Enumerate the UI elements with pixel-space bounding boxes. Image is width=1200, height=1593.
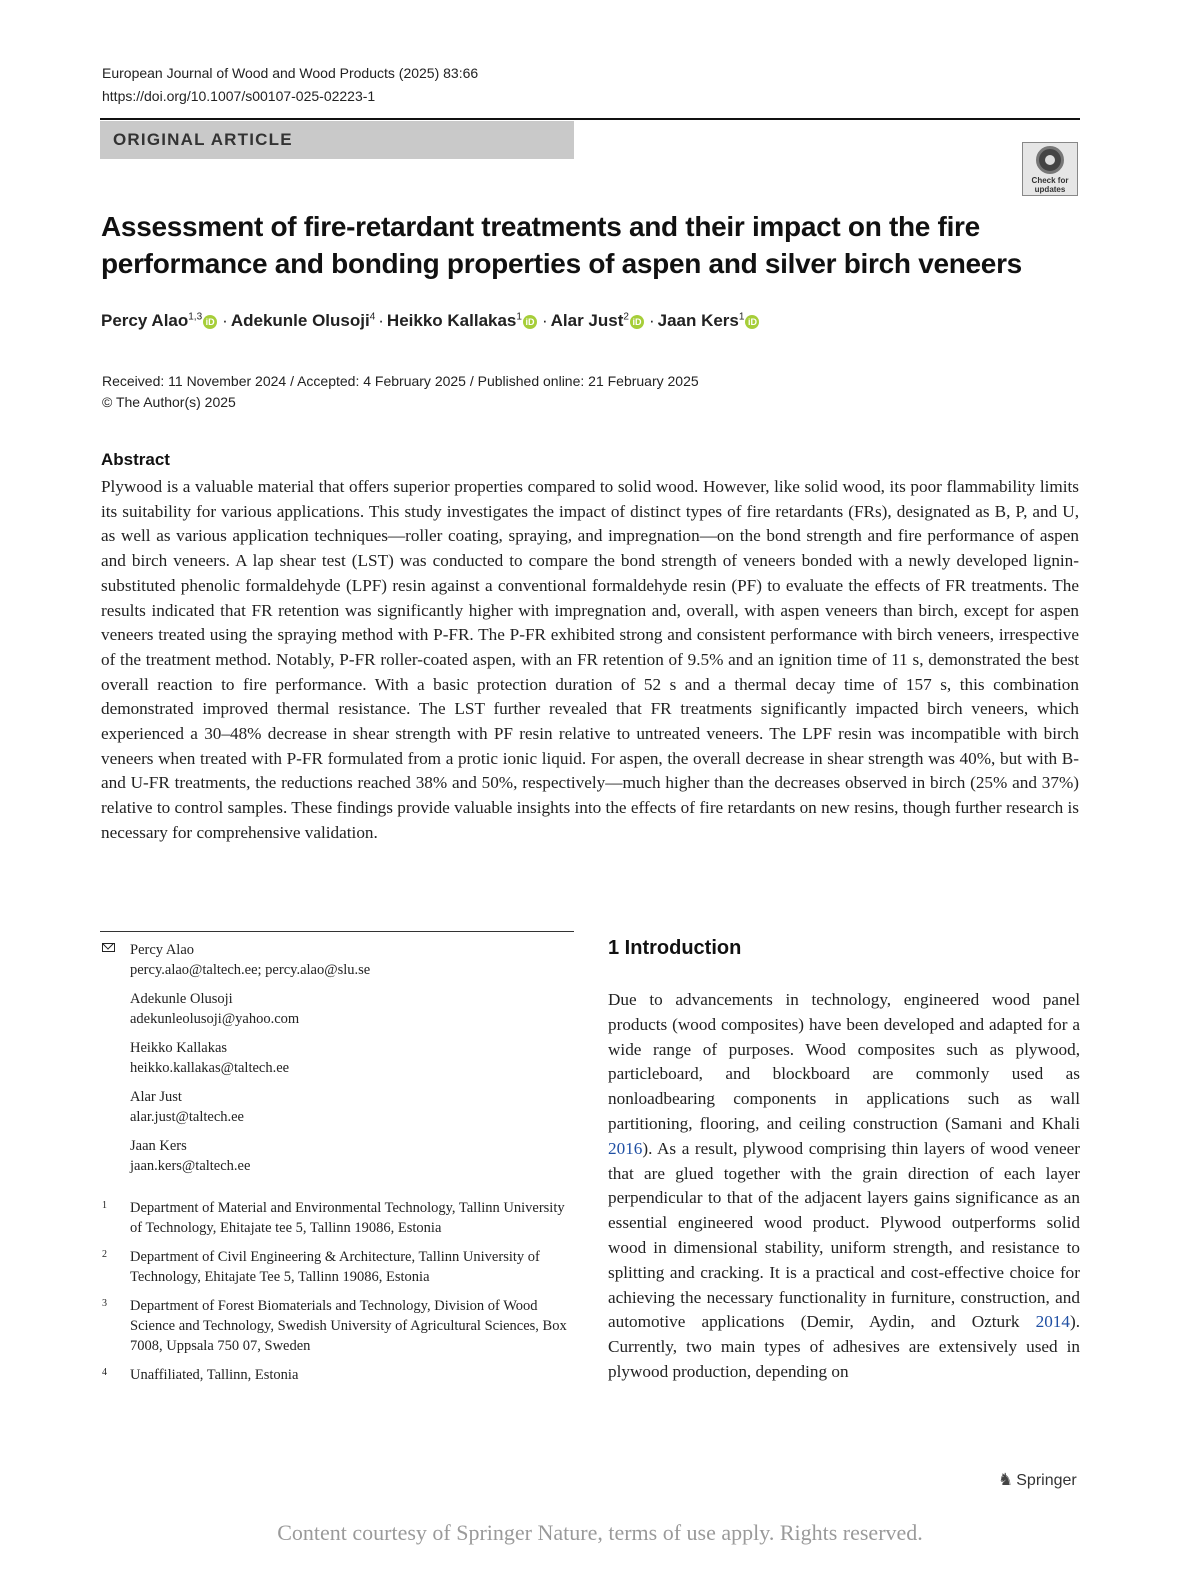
- affiliation-rule: [100, 931, 574, 932]
- affiliation-text: Department of Material and Environmental Technology, Tallinn University of Technology, Ehitajate tee 5, Tallinn 19086, Estonia: [130, 1200, 565, 1236]
- contact-name: Jaan Kers: [130, 1138, 187, 1154]
- article-type-label: ORIGINAL ARTICLE: [113, 130, 293, 149]
- orcid-icon[interactable]: iD: [745, 315, 759, 329]
- affiliation-number: 4: [102, 1367, 107, 1378]
- author-affiliation-marker: 1: [738, 311, 745, 323]
- author-affiliation-marker: 2: [623, 311, 629, 323]
- crossmark-icon[interactable]: [1022, 142, 1078, 196]
- journal-citation: European Journal of Wood and Wood Products (2025) 83:66: [102, 65, 479, 81]
- affiliation-text: Department of Civil Engineering & Architecture, Tallinn University of Technology, Ehitajate Tee 5, Tallinn 19086, Estonia: [130, 1249, 540, 1285]
- orcid-icon[interactable]: iD: [523, 315, 537, 329]
- author-name[interactable]: Heikko Kallakas: [386, 311, 517, 330]
- abstract-heading: Abstract: [101, 450, 170, 469]
- affiliation-number: 3: [102, 1298, 107, 1309]
- author-name[interactable]: Alar Just: [550, 311, 624, 330]
- contact-entry: [102, 989, 572, 1029]
- contact-entry: [102, 1136, 572, 1176]
- intro-text-part: ). Currently, two main types of adhesives are extensively used in plywood production, depending on: [608, 1312, 1080, 1381]
- crossmark-label: Check for updates: [1031, 176, 1069, 194]
- affiliation-number: 2: [102, 1249, 107, 1260]
- affiliation-list: [102, 1198, 572, 1394]
- publisher-logo: [998, 1470, 1077, 1490]
- footer-note: Content courtesy of Springer Nature, terms of use apply. Rights reserved.: [277, 1520, 923, 1545]
- citation-link[interactable]: 2016: [608, 1138, 643, 1158]
- contact-list: [102, 940, 572, 1185]
- author-affiliation-marker: 1,3: [188, 311, 203, 323]
- intro-text-part: Due to advancements in technology, engineered wood panel products (wood composites) have been developed and adapted for a wide range of purposes. Wood composites such as plywood, particleboard, and blockboard are commonly used as nonloadbearing components in applications such as wall partitioning, flooring, and ceiling construction (Samani and Khali: [608, 990, 1080, 1133]
- contact-name: Alar Just: [130, 1089, 182, 1105]
- affiliation-text: Department of Forest Biomaterials and Technology, Division of Wood Science and Technology, Swedish University of Agricultural Sciences, Box 7008, Uppsala 750 07, Sweden: [130, 1298, 567, 1354]
- author-affiliation-marker: 1: [516, 311, 522, 323]
- introduction-text: [608, 988, 1080, 1385]
- contact-email[interactable]: adekunleolusoji@yahoo.com: [130, 1011, 300, 1027]
- publication-dates: Received: 11 November 2024 / Accepted: 4 February 2025 / Published online: 21 February 2025: [102, 373, 699, 389]
- section-heading-introduction: 1 Introduction: [608, 937, 742, 959]
- copyright-notice: © The Author(s) 2025: [102, 394, 236, 410]
- contact-entry: [102, 1038, 572, 1078]
- affiliation-entry: [102, 1247, 572, 1287]
- abstract-text: Plywood is a valuable material that offers superior properties compared to solid wood. However, like solid wood, its poor flammability limits its suitability for various applications. This study investigates the impact of distinct types of fire retardants (FRs), designated as B, P, and U, as well as various application techniques—roller coating, spraying, and impregnation—on the bond strength and fire performance of aspen and birch veneers. A lap shear test (LST) was conducted to compare the bond strength of veneers bonded with a newly developed lignin-substituted phenolic formaldehyde (LPF) resin against a conventional formaldehyde resin (PF) to evaluate the effects of FR treatments. The results indicated that FR retention was significantly higher with impregnation and, overall, with aspen veneers than birch, except for aspen veneers treated using the spraying method with P-FR. The P-FR exhibited strong and consistent performance with birch veneers, irrespective of the treatment method. Notably, P-FR roller-coated aspen, with an FR retention of 9.5% and an ignition time of 11 s, demonstrated the best overall reaction to fire performance. With a basic protection duration of 52 s and a thermal decay time of 157 s, this combination demonstrated improved thermal resistance. The LST further revealed that FR treatments significantly impacted birch veneers, which experienced a 30–48% decrease in shear strength with PF resin relative to untreated veneers. The LPF resin was incompatible with birch veneers when treated with P-FR formulated from a protic ionic liquid. For aspen, the overall decrease in shear strength was 40%, but with B- and U-FR treatments, the reductions reached 38% and 50%, respectively—much higher than the decreases observed in birch (25% and 37%) relative to control samples. These findings provide valuable insights into the effects of fire retardants on new resins, though further research is necessary for comprehensive validation.: [101, 477, 1079, 842]
- author-separator: ·: [378, 311, 384, 330]
- contact-name: Adekunle Olusoji: [130, 991, 233, 1007]
- affiliation-entry: [102, 1365, 572, 1385]
- contact-name: Heikko Kallakas: [130, 1040, 228, 1056]
- author-affiliation-marker: 4: [369, 311, 376, 323]
- author-name[interactable]: Percy Alao: [101, 311, 189, 330]
- orcid-icon[interactable]: iD: [630, 315, 644, 329]
- affiliation-entry: [102, 1198, 572, 1238]
- author-list: [101, 311, 761, 331]
- envelope-icon: [102, 943, 115, 952]
- contact-email[interactable]: jaan.kers@taltech.ee: [130, 1158, 251, 1174]
- contact-email[interactable]: percy.alao@taltech.ee; percy.alao@slu.se: [130, 962, 371, 978]
- citation-link[interactable]: 2014: [1035, 1312, 1070, 1332]
- springer-horse-icon: ♞: [998, 1470, 1014, 1489]
- article-title: Assessment of fire-retardant treatments and their impact on the fire performance and bonding properties of aspen and silver birch veneers: [101, 211, 1022, 279]
- affiliation-text: Unaffiliated, Tallinn, Estonia: [130, 1367, 299, 1383]
- contact-entry: [102, 1087, 572, 1127]
- contact-name: Percy Alao: [130, 942, 195, 958]
- contact-email[interactable]: heikko.kallakas@taltech.ee: [130, 1060, 290, 1076]
- header-rule: [100, 118, 1080, 120]
- orcid-icon[interactable]: iD: [203, 315, 217, 329]
- contact-email[interactable]: alar.just@taltech.ee: [130, 1109, 244, 1125]
- crossmark-ring: [1036, 146, 1064, 174]
- affiliation-entry: [102, 1296, 572, 1356]
- doi-link[interactable]: https://doi.org/10.1007/s00107-025-02223-1: [102, 88, 376, 104]
- author-separator: ·: [648, 311, 655, 330]
- author-separator: ·: [222, 311, 228, 330]
- author-separator: ·: [541, 311, 548, 330]
- affiliation-number: 1: [102, 1200, 107, 1211]
- contact-entry: [102, 940, 572, 980]
- author-name[interactable]: Adekunle Olusoji: [230, 311, 370, 330]
- author-name[interactable]: Jaan Kers: [657, 311, 739, 330]
- intro-text-part: ). As a result, plywood comprising thin layers of wood veneer that are glued together with the grain direction of each layer perpendicular to that of the adjacent layers gains significance as an essential engineered wood product. Plywood outperforms solid wood in dimensional stability, uniform strength, and resistance to splitting and cracking. It is a practical and cost-effective choice for achieving the necessary functionality in furniture, construction, and automotive applications (Demir, Aydin, and Ozturk: [608, 1138, 1080, 1332]
- publisher-name: Springer: [1016, 1472, 1077, 1489]
